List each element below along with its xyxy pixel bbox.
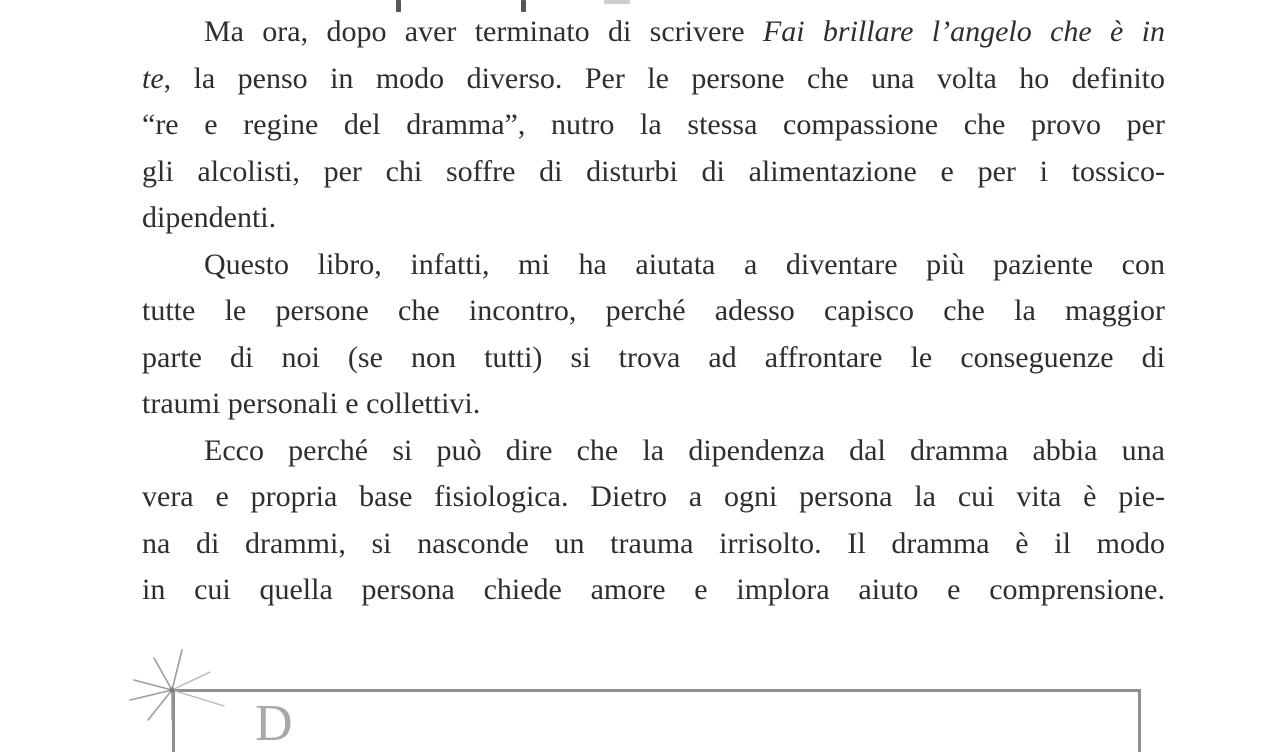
paragraph	[142, 428, 1165, 614]
text-line	[142, 474, 1165, 521]
text-block	[142, 9, 1165, 614]
text-line	[142, 9, 1165, 56]
text-segment: vera e propria base fisiologica. Dietro a ogni persona la cui vita è pie-	[142, 480, 1165, 513]
text-segment: “re e regine del dramma”, nutro la stessa compassione che provo per	[142, 108, 1165, 141]
text-line	[142, 102, 1165, 149]
sparkle-icon	[128, 648, 228, 720]
text-segment: na di drammi, si nasconde un trauma irrisolto. Il dramma è il modo	[142, 526, 1165, 560]
text-line	[142, 56, 1165, 103]
text-segment: , la penso in modo diverso. Per le persone che una volta ho definito	[163, 61, 1165, 95]
text-line	[142, 242, 1165, 289]
text-segment: gli alcolisti, per chi soffre di disturbi di alimentazione e per i tossico-	[142, 154, 1165, 188]
text-line	[142, 288, 1165, 335]
drop-cap-fragment: D	[255, 695, 293, 752]
text-line	[142, 381, 1165, 428]
text-line	[142, 335, 1165, 382]
italic-text-segment: Fai brillare l’angelo che è in	[762, 15, 1165, 48]
text-segment: in cui quella persona chiede amore e implora aiuto e comprensione.	[142, 573, 1165, 606]
text-segment: dipendenti.	[142, 201, 277, 234]
text-line	[142, 428, 1165, 475]
cut-off-text-fragment	[604, 0, 630, 4]
text-line	[142, 195, 1165, 242]
text-line	[142, 567, 1165, 614]
text-segment: Ecco perché si può dire che la dipendenza dal dramma abbia una	[204, 433, 1165, 467]
text-segment: Questo libro, infatti, mi ha aiutata a diventare più paziente con	[204, 247, 1165, 281]
text-segment: parte di noi (se non tutti) si trova ad affrontare le conseguenze di	[142, 340, 1165, 374]
text-segment: traumi personali e collettivi.	[142, 387, 481, 420]
text-segment: tutte le persone che incontro, perché adesso capisco che la maggior	[142, 294, 1165, 327]
text-segment: Ma ora, dopo aver terminato di scrivere	[204, 15, 763, 48]
italic-text-segment: te	[142, 61, 164, 95]
paragraph	[142, 9, 1165, 242]
text-line	[142, 149, 1165, 196]
paragraph	[142, 242, 1165, 428]
text-frame-box	[172, 689, 1141, 752]
text-line	[142, 521, 1165, 568]
